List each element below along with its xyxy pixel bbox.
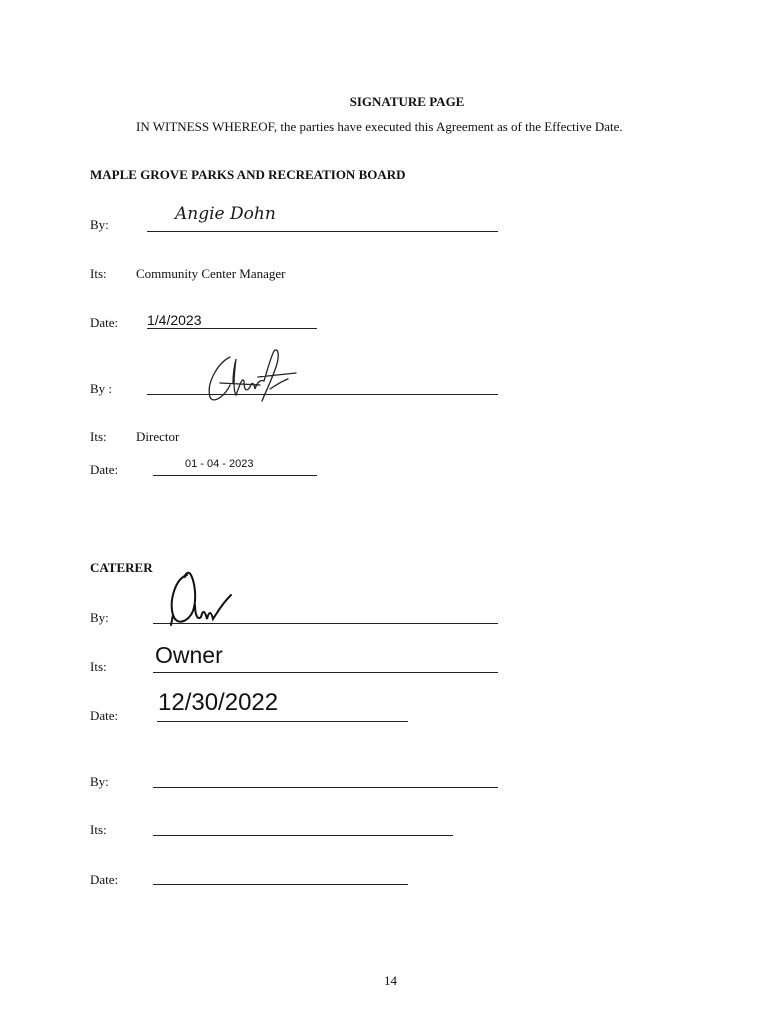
caterer-signer2-its-label: Its: <box>90 822 107 837</box>
page-number: 14 <box>384 973 397 988</box>
caterer-signer1-date-line[interactable] <box>157 721 408 722</box>
caterer-signer2-by-label: By: <box>90 774 109 789</box>
board-signer2-title: Director <box>136 429 180 444</box>
caterer-heading: CATERER <box>90 560 153 575</box>
board-signer2-date-line[interactable] <box>153 475 317 476</box>
board-signer1-its-label: Its: <box>90 266 107 281</box>
witness-statement: IN WITNESS WHEREOF, the parties have executed this Agreement as of the Effective Date. <box>136 119 623 134</box>
board-signer1-by-label: By: <box>90 217 109 232</box>
caterer-signer2-signature-line[interactable] <box>153 787 498 788</box>
caterer-signer1-signature-icon <box>165 565 255 635</box>
caterer-signer1-its-line[interactable] <box>153 672 498 673</box>
board-signer2-date: 01 - 04 - 2023 <box>185 458 254 470</box>
board-signer1-date-label: Date: <box>90 315 119 330</box>
board-signer1-date: 1/4/2023 <box>147 312 202 328</box>
caterer-signer2-its-line[interactable] <box>153 835 453 836</box>
caterer-signer1-date-label: Date: <box>90 708 119 723</box>
board-heading: MAPLE GROVE PARKS AND RECREATION BOARD <box>90 167 406 182</box>
board-signer1-signature: Angie Dohn <box>175 204 276 224</box>
board-signer1-date-line[interactable] <box>147 328 317 329</box>
board-signer2-date-label: Date: <box>90 462 119 477</box>
caterer-signer1-its-label: Its: <box>90 659 107 674</box>
board-signer1-title: Community Center Manager <box>136 266 286 281</box>
page-title: SIGNATURE PAGE <box>349 94 465 109</box>
caterer-signer1-by-label: By: <box>90 610 109 625</box>
board-signer1-signature-line[interactable] <box>147 231 498 232</box>
caterer-signer2-date-label: Date: <box>90 872 119 887</box>
caterer-signer2-date-line[interactable] <box>153 884 408 885</box>
board-signer2-by-label: By : <box>90 381 113 396</box>
board-signer2-signature-icon <box>200 345 300 405</box>
caterer-signer1-date: 12/30/2022 <box>158 689 279 716</box>
caterer-signer1-title: Owner <box>155 642 223 668</box>
board-signer2-its-label: Its: <box>90 429 107 444</box>
